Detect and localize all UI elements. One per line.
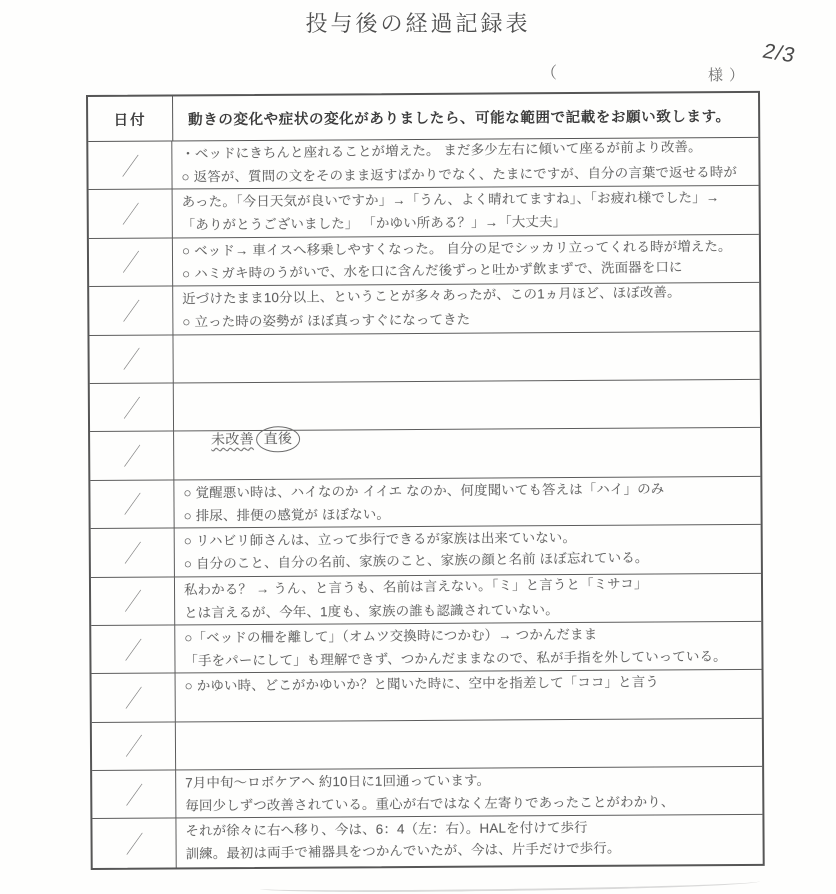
date-cell [92, 819, 176, 868]
scan-page-edge-shadow [260, 876, 760, 893]
date-cell [88, 141, 172, 189]
note-cell [174, 380, 760, 431]
date-slash-mark [122, 203, 139, 226]
handwritten-line: ○ 覚醒悪い時は、ハイなのか イイエ なのか、何度聞いても答えは「ハイ」のみ [183, 480, 665, 501]
handwritten-line: とは言えるが、今年、1度も、家族の誰も認識されていない。 [184, 601, 559, 620]
note-cell [174, 477, 760, 528]
date-slash-mark [123, 348, 140, 371]
handwritten-line: ○ 排尿、排便の感覚が ほぼない。 [183, 506, 391, 524]
handwritten-line: ○ 返答が、質問の文をそのまま返すばかりでなく、たまにですが、自分の言葉で返せる時が [181, 164, 738, 185]
handwritten-line: それが徐々に右へ移り、今は、6：4（左：右）。HALを付けて歩行 [185, 820, 588, 839]
date-cell [90, 480, 174, 528]
circled-annotation: 直後 [256, 426, 301, 453]
note-cell [176, 719, 762, 770]
date-cell [89, 238, 173, 286]
handwritten-line: ○ ベッド→ 車イスへ移乗しやすくなった。 自分の足でシッカリ立ってくれる時が増えた。 [181, 238, 732, 259]
table-header-row [88, 93, 758, 142]
notes-column-header: 動きの変化や症状の変化がありましたら、可能な範囲で記載をお願い致します。 [188, 108, 731, 128]
date-slash-mark [125, 783, 142, 806]
handwritten-line: ・ベッドにきちんと座れることが増えた。 まだ多少左右に傾いて座るが前より改善。 [181, 139, 702, 162]
date-slash-mark [125, 686, 142, 709]
note-cell [173, 331, 759, 382]
note-cell [176, 670, 762, 721]
table-row [92, 767, 762, 819]
date-slash-mark [125, 638, 142, 661]
table-row [92, 815, 762, 867]
name-field-paren-open: （ [541, 65, 558, 82]
name-field-honorific: 様） [708, 67, 751, 84]
date-cell [89, 190, 173, 238]
table-row [92, 719, 762, 771]
table-row [90, 428, 760, 480]
date-slash-mark [123, 396, 140, 419]
date-column-header: 日付 [88, 96, 173, 141]
handwritten-line: 「ありがとうございました」 「かゆい所ある？」→「大丈夫」 [181, 214, 567, 233]
date-slash-mark [122, 251, 139, 274]
table-row [90, 477, 760, 529]
date-cell [92, 771, 176, 819]
handwritten-line: ○ 自分のこと、自分の名前、家族のこと、家族の顔と名前 ほぼ忘れている。 [183, 550, 649, 572]
handwritten-line: 未改善 直後 [211, 426, 300, 453]
table-row [88, 138, 758, 190]
table-row [91, 525, 761, 577]
note-cell [176, 815, 762, 867]
date-slash-mark [122, 154, 139, 177]
date-slash-mark [125, 735, 142, 758]
date-slash-mark [123, 444, 140, 467]
table-row [89, 283, 759, 335]
record-table [86, 91, 765, 870]
handwritten-line: ○ かゆい時、どこがかゆいか？と聞いた時に、空中を指差して「ココ」と言う [184, 674, 659, 694]
handwritten-line: ○「ベッドの柵を離して」（オムツ交換時につかむ）→ つかんだまま [184, 626, 598, 646]
handwritten-line: 訓練。最初は両手で補器具をつかんでいたが、今は、片手だけで歩行。 [185, 840, 621, 862]
note-cell [175, 622, 761, 673]
note-cell [172, 138, 758, 189]
table-row [89, 331, 759, 383]
table-row [92, 670, 762, 722]
date-cell [89, 287, 173, 335]
note-cell [174, 428, 760, 479]
note-cell [173, 283, 759, 334]
record-rows [88, 138, 762, 868]
date-slash-mark [124, 493, 141, 516]
page-title: 投与後の経過記録表 [305, 11, 531, 36]
note-cell [175, 573, 761, 624]
date-cell [91, 625, 175, 673]
handwritten-line: あった。「今日天気が良いですか」→「うん、よく晴れてますね」、「お疲れ様でした」→ [181, 190, 720, 210]
handwritten-line: 7月中旬～ロボケアへ 約10日に1回通っています。 [185, 772, 491, 791]
handwritten-page-number: 2/3 [759, 39, 799, 68]
date-cell [92, 722, 176, 770]
handwritten-line: 「手をパーにして」も理解できず、つかんだままなので、私が手指を外していっている。 [184, 648, 727, 669]
table-row [89, 235, 759, 287]
note-cell [175, 525, 761, 576]
table-row [91, 573, 761, 625]
table-row [89, 186, 759, 238]
table-row [91, 622, 761, 674]
date-slash-mark [123, 299, 140, 322]
handwritten-line: ○ リハビリ師さんは、立って歩行できるが家族は出来ていない。 [183, 530, 577, 549]
date-slash-mark [124, 541, 141, 564]
date-cell [89, 335, 173, 383]
table-row [90, 380, 760, 432]
date-slash-mark [126, 832, 143, 855]
date-cell [90, 432, 174, 480]
date-cell [90, 383, 174, 431]
handwritten-line: ○ ハミガキ時のうがいで、水を口に含んだ後ずっと吐かず飲まずで、洗面器を口に [181, 259, 683, 282]
handwritten-line: ○ 立った時の姿勢が ほぼ真っすぐになってきた [182, 312, 471, 330]
note-cell [173, 235, 759, 286]
handwritten-line: 私わかる？ → うん、と言うも、名前は言えない。「ミ」と言うと「ミサコ」 [183, 575, 648, 597]
handwritten-line: 毎回少しずつ改善されている。重心が右ではなく左寄りであったことがわかり、 [185, 794, 675, 814]
note-cell [173, 186, 759, 237]
note-cell [176, 767, 762, 818]
date-cell [91, 577, 175, 625]
date-cell [91, 529, 175, 577]
date-cell [92, 674, 176, 722]
handwritten-line: 近づけたまま10分以上、ということが多々あったが、この1ヵ月ほど、ほぼ改善。 [182, 284, 681, 307]
date-slash-mark [124, 590, 141, 613]
